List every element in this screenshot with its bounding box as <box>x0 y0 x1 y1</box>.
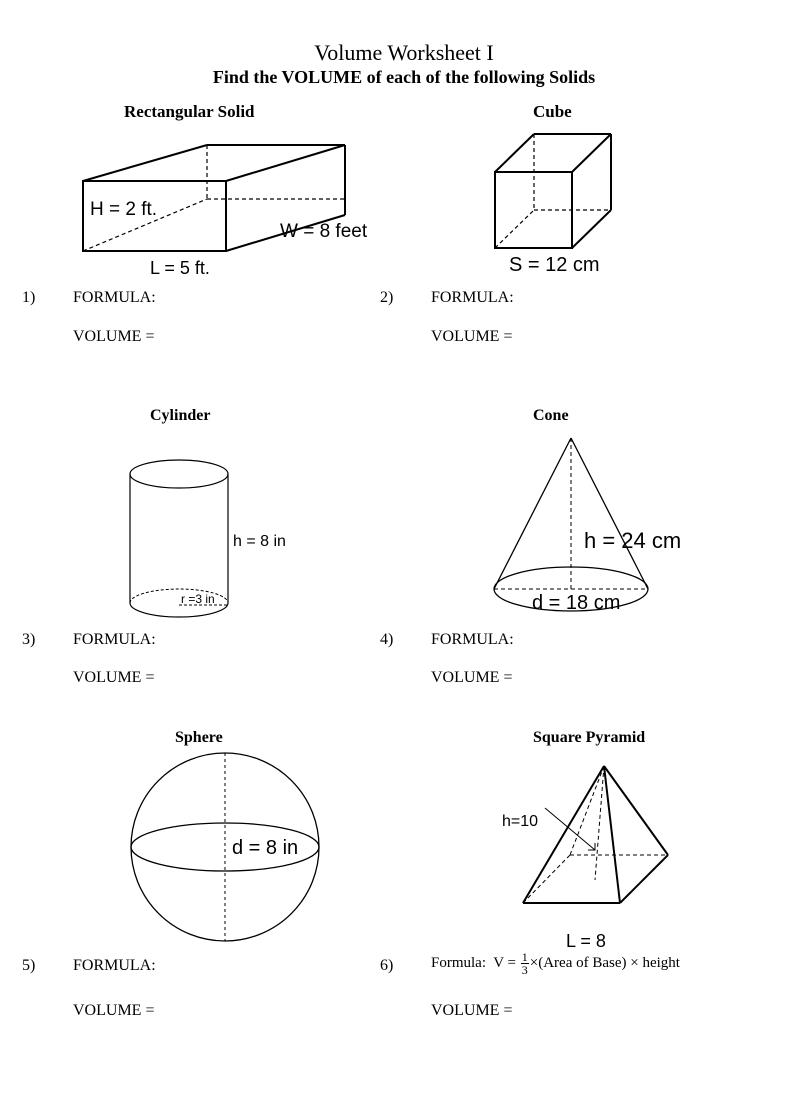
formula-label-3: FORMULA: <box>73 631 156 648</box>
shape-title-cube: Cube <box>533 102 572 121</box>
problem-number-1: 1) <box>22 289 36 306</box>
label-cone-height: h = 24 cm <box>584 528 682 553</box>
shape-title-square-pyramid: Square Pyramid <box>533 729 646 746</box>
cube-figure <box>488 126 618 256</box>
square-pyramid-figure <box>515 760 675 910</box>
formula-suffix-6: ×(Area of Base) × height <box>529 954 680 971</box>
label-cylinder-height: h = 8 in <box>233 533 286 550</box>
problem-number-6: 6) <box>380 957 394 974</box>
label-pyramid-length: L = 8 <box>566 931 606 951</box>
volume-label-5: VOLUME = <box>73 1002 155 1019</box>
volume-label-6: VOLUME = <box>431 1002 513 1019</box>
label-sphere-diameter: d = 8 in <box>232 837 299 859</box>
problem-number-4: 4) <box>380 631 394 648</box>
cone-figure <box>488 432 658 612</box>
volume-label-3: VOLUME = <box>73 669 155 686</box>
formula-label-5: FORMULA: <box>73 957 156 974</box>
volume-label-1: VOLUME = <box>73 328 155 345</box>
formula-label-2: FORMULA: <box>431 289 514 306</box>
formula-label-4: FORMULA: <box>431 631 514 648</box>
label-cylinder-radius: r =3 in <box>181 592 215 606</box>
label-rect-width: W = 8 feet <box>280 221 368 242</box>
formula-numerator-6: 1 <box>521 950 528 964</box>
problem-number-2: 2) <box>380 289 394 306</box>
label-pyramid-height: h=10 <box>502 813 539 830</box>
shape-title-cylinder: Cylinder <box>150 407 211 424</box>
shape-title-sphere: Sphere <box>175 729 223 746</box>
label-rect-length: L = 5 ft. <box>150 258 210 278</box>
formula-label-1: FORMULA: <box>73 289 156 306</box>
page-subtitle: Find the VOLUME of each of the following Solids <box>212 67 596 87</box>
formula-denominator-6: 3 <box>521 963 528 977</box>
formula-prefix-6: Formula: V = <box>431 954 520 971</box>
formula-text-6 <box>431 951 680 976</box>
volume-label-2: VOLUME = <box>431 328 513 345</box>
shape-title-rectangular-solid: Rectangular Solid <box>124 102 255 121</box>
problem-number-5: 5) <box>22 957 36 974</box>
problem-number-3: 3) <box>22 631 36 648</box>
volume-label-4: VOLUME = <box>431 669 513 686</box>
label-rect-height: H = 2 ft. <box>90 199 158 220</box>
page-title: Volume Worksheet I <box>314 40 494 65</box>
formula-fraction-6 <box>521 951 529 976</box>
shape-title-cone: Cone <box>533 407 569 424</box>
label-cube-side: S = 12 cm <box>509 254 600 276</box>
label-cone-diameter: d = 18 cm <box>532 592 621 614</box>
